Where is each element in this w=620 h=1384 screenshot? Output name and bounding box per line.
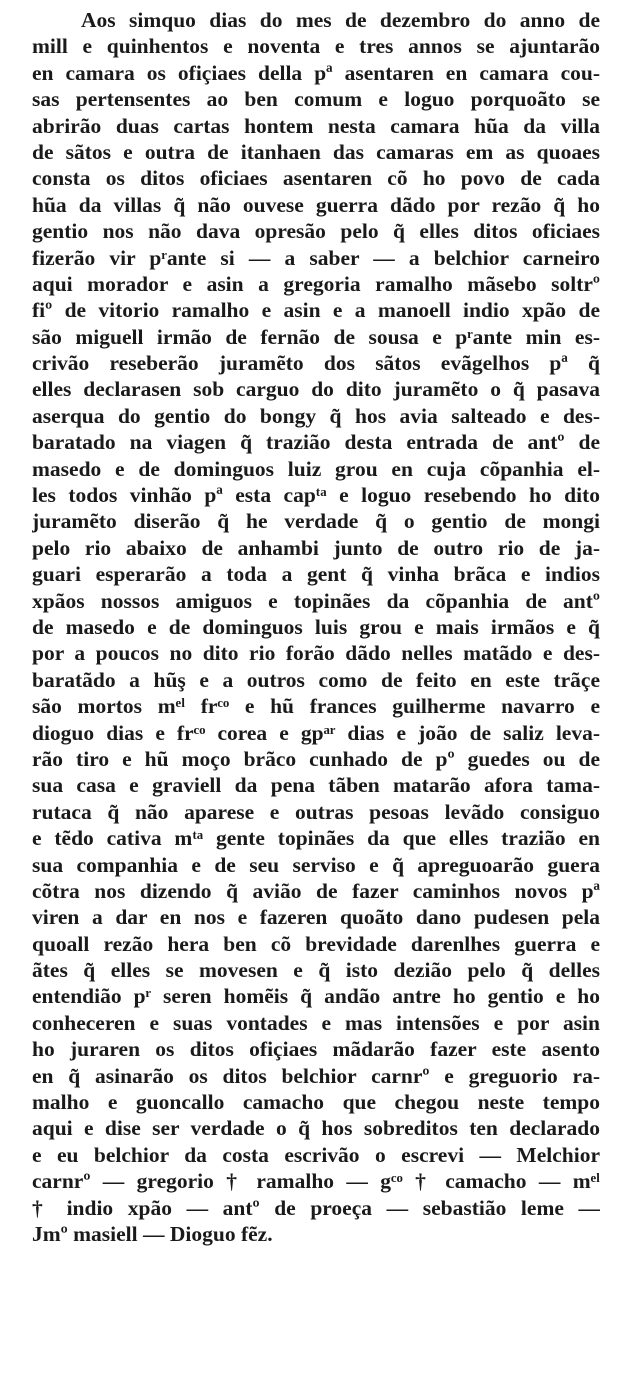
text-line: dioguo dias e frᶜᵒ corea e gpᵃʳ dias e joão de saliz leva- <box>32 720 600 745</box>
text-line: guari esperarão a toda a gent q̃ vinha brãca e indios <box>32 562 600 587</box>
text-line: malho e guoncallo camacho que chegou neste tempo <box>32 1090 600 1115</box>
text-line: rão tiro e hũ moço brãco cunhado de pº guedes ou de <box>32 746 600 771</box>
text-line: aserqua do gentio do bongy q̃ hos avia salteado e des- <box>32 403 600 428</box>
text-line: juramẽto diserão q̃ he verdade q̃ o gentio de mongi <box>32 509 600 534</box>
text-line: mill e quinhentos e noventa e tres annos se ajuntarão <box>32 34 600 59</box>
text-line: rutaca q̃ não aparese e outras pesoas levãdo consiguo <box>32 799 600 824</box>
text-line: cõtra nos dizendo q̃ avião de fazer caminhos novos pª <box>32 878 600 903</box>
document-page <box>32 7 600 1247</box>
text-line: entendião pʳ seren homẽis q̃ andão antre ho gentio e ho <box>32 984 600 1009</box>
text-line: e tẽdo cativa mᵗᵃ gente topinães da que elles trazião en <box>32 826 600 851</box>
text-line: ho juraren os ditos ofiçiaes mãdarão fazer este asento <box>32 1037 600 1062</box>
text-line: são miguell irmão de fernão de sousa e pʳante min es- <box>32 324 600 349</box>
text-line: Aos simquo dias do mes de dezembro do anno de <box>81 8 600 32</box>
text-line: consta os ditos oficiaes asentaren cõ ho povo de cada <box>32 166 600 191</box>
text-line: masedo e de dominguos luiz grou en cuja cõpanhia el- <box>32 456 600 481</box>
text-line: baratado na viagen q̃ trazião desta entrada de antº de <box>32 430 600 455</box>
text-line: conheceren e suas vontades e mas intensões e por asin <box>32 1010 600 1035</box>
text-line: xpãos nossos amiguos e topinães da cõpanhia de antº <box>32 588 600 613</box>
text-line: pelo rio abaixo de anhambi junto de outro rio de ja- <box>32 535 600 560</box>
text-line: crivão reseberão juramẽto dos sãtos evãgelhos pª q̃ <box>32 351 600 376</box>
text-line: hũa da villas q̃ não ouvese guerra dãdo por rezão q̃ ho <box>32 192 600 217</box>
text-line: en q̃ asinarão os ditos belchior carnrº e greguorio ra- <box>32 1063 600 1088</box>
text-line: † indio xpão — antº de proeça — sebastião leme — <box>32 1195 600 1220</box>
text-line: sas pertensentes ao ben comum e loguo porquoãto se <box>32 87 600 112</box>
text-line: por a poucos no dito rio forão dãdo nelles matãdo e des- <box>32 641 600 666</box>
text-line: fiº de vitorio ramalho e asin e a manoell indio xpão de <box>32 298 600 323</box>
text-line: carnrº — gregorio † ramalho — gᶜᵒ † camacho — mᵉˡ <box>32 1169 600 1194</box>
text-line: les todos vinhão pª esta capᵗᵃ e loguo resebendo ho dito <box>32 483 600 508</box>
text-line: são mortos mᵉˡ frᶜᵒ e hũ frances guilherme navarro e <box>32 694 600 719</box>
text-line: aqui morador e asin a gregoria ramalho mãsebo soltrº <box>32 271 600 296</box>
text-line: de sãtos e outra de itanhaen das camaras em as quoaes <box>32 139 600 164</box>
text-line: elles declarasen sob carguo do dito juramẽto o q̃ pasava <box>32 377 600 402</box>
text-line: Jmº masiell — Dioguo fẽz. <box>32 1221 273 1246</box>
text-line: ãtes q̃ elles se movesen e q̃ isto dezião pelo q̃ delles <box>32 958 600 983</box>
text-line: de masedo e de dominguos luis grou e mais irmãos e q̃ <box>32 614 600 639</box>
text-line: sua casa e graviell da pena tãben matarão afora tama- <box>32 773 600 798</box>
text-line: gentio nos não dava opresão pelo q̃ elles ditos oficiaes <box>32 219 600 244</box>
text-line: e eu belchior da costa escrivão o escrevi — Melchior <box>32 1142 600 1167</box>
text-line: abrirão duas cartas hontem nesta camara hũa da villa <box>32 113 600 138</box>
text-line: baratãdo a hũş e a outros como de feito en este trãçe <box>32 667 600 692</box>
text-line: sua companhia e de seu serviso e q̃ apreguoarão guera <box>32 852 600 877</box>
text-line: viren a dar en nos e fazeren quoãto dano pudesen pela <box>32 905 600 930</box>
text-line: aqui e dise ser verdade o q̃ hos sobreditos ten declarado <box>32 1116 600 1141</box>
text-line: fizerão vir pʳante si — a saber — a belchior carneiro <box>32 245 600 270</box>
text-line: quoall rezão hera ben cõ brevidade darenlhes guerra e <box>32 931 600 956</box>
text-line: en camara os ofiçiaes della pª asentaren en camara cou- <box>32 60 600 85</box>
